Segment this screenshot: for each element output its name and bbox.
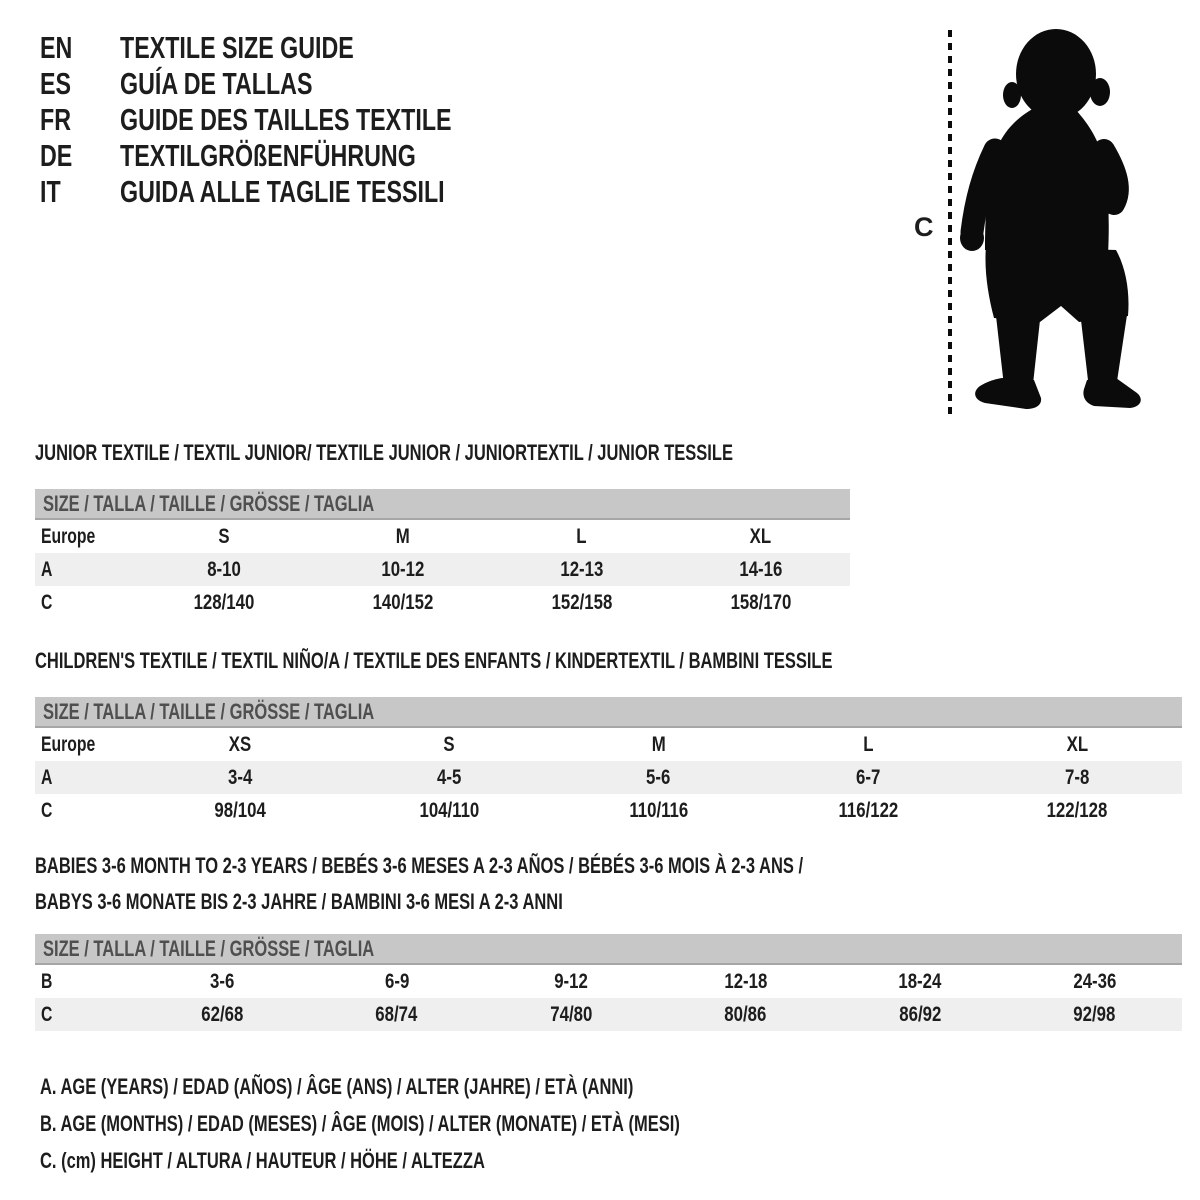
language-row xyxy=(40,174,562,210)
size-value-text: S xyxy=(443,732,455,756)
size-value xyxy=(484,1003,659,1027)
section-title-line2: BABYS 3-6 MONATE BIS 2-3 JAHRE / BAMBINI 3-6 MESI A 2-3 ANNI xyxy=(35,889,563,914)
language-code-cell xyxy=(40,30,120,66)
language-row xyxy=(40,66,562,102)
size-header-bar: SIZE / TALLA / TAILLE / GRÖSSE / TAGLIA xyxy=(35,934,1182,965)
size-value xyxy=(973,733,1182,757)
language-code-cell xyxy=(40,138,120,174)
language-label: TEXTILE SIZE GUIDE xyxy=(120,30,354,65)
size-value-text: 14-16 xyxy=(739,557,783,581)
size-value-text: 3-4 xyxy=(227,765,252,789)
language-code: DE xyxy=(40,138,73,173)
size-value-text: 122/128 xyxy=(1046,798,1108,822)
legend-item-c: C. (cm) HEIGHT / ALTURA / HAUTEUR / HÖHE / ALTEZZA xyxy=(40,1147,485,1173)
size-value xyxy=(973,766,1182,790)
size-value-text: 3-6 xyxy=(210,969,235,993)
size-value xyxy=(314,591,493,615)
size-value-text: XS xyxy=(228,732,251,756)
row-label-text: B xyxy=(41,969,53,993)
size-value xyxy=(135,766,344,790)
size-value xyxy=(554,733,763,757)
row-label-text: C xyxy=(41,798,53,822)
row-label xyxy=(35,799,135,823)
size-value-text: XL xyxy=(1066,732,1089,756)
row-label-text: A xyxy=(41,765,53,789)
size-value-text: S xyxy=(218,524,230,548)
language-label: GUIDE DES TAILLES TEXTILE xyxy=(120,102,452,137)
language-code: IT xyxy=(40,174,61,209)
row-label xyxy=(35,970,135,994)
language-code: ES xyxy=(40,66,72,101)
size-value xyxy=(344,799,553,823)
size-value-text: L xyxy=(862,732,874,756)
height-measure-figure xyxy=(900,12,1156,422)
size-value xyxy=(1008,970,1183,994)
size-value-text: 74/80 xyxy=(550,1002,593,1026)
row-label xyxy=(35,766,135,790)
baby-silhouette xyxy=(960,29,1141,409)
size-value xyxy=(314,558,493,582)
size-table xyxy=(35,728,1182,827)
size-value xyxy=(671,558,850,582)
size-value-text: 12-13 xyxy=(560,557,604,581)
language-list xyxy=(40,30,562,210)
size-value xyxy=(135,1003,310,1027)
size-value xyxy=(763,733,972,757)
size-value-text: 158/170 xyxy=(730,590,791,614)
row-label xyxy=(35,733,135,757)
table-row xyxy=(35,998,1182,1031)
size-table xyxy=(35,965,1182,1031)
row-label xyxy=(35,591,135,615)
section-title: BABIES 3-6 MONTH TO 2-3 YEARS / BEBÉS 3-6 MESES A 2-3 AÑOS / BÉBÉS 3-6 MOIS À 2-3 ANS / xyxy=(35,853,804,878)
size-value-text: 128/140 xyxy=(193,590,255,614)
language-code: FR xyxy=(40,102,71,137)
row-label-text: Europe xyxy=(41,732,96,756)
size-value-text: 62/68 xyxy=(201,1002,244,1026)
table-row xyxy=(35,965,1182,998)
size-value xyxy=(554,799,763,823)
size-header-bar: SIZE / TALLA / TAILLE / GRÖSSE / TAGLIA xyxy=(35,697,1182,728)
size-value-text: M xyxy=(651,732,666,756)
size-value xyxy=(493,558,672,582)
size-value-text: 110/116 xyxy=(629,798,688,822)
size-value xyxy=(135,970,310,994)
baby-silhouette-figure xyxy=(900,12,1156,422)
language-code: EN xyxy=(40,30,73,65)
size-value-text: 18-24 xyxy=(898,969,942,993)
table-row xyxy=(35,761,1182,794)
size-value xyxy=(493,525,672,549)
size-value xyxy=(310,970,485,994)
table-row xyxy=(35,520,850,553)
row-label-text: Europe xyxy=(41,524,96,548)
size-value xyxy=(659,970,834,994)
size-value-text: 10-12 xyxy=(381,557,425,581)
size-value xyxy=(973,799,1182,823)
size-value xyxy=(659,1003,834,1027)
size-value-text: 104/110 xyxy=(419,798,480,822)
row-label-text: C xyxy=(41,1002,53,1026)
legend-item-a: A. AGE (YEARS) / EDAD (AÑOS) / ÂGE (ANS) / ALTER (JAHRE) / ETÀ (ANNI) xyxy=(40,1073,634,1099)
row-label xyxy=(35,1003,135,1027)
size-value xyxy=(135,525,314,549)
row-label xyxy=(35,525,135,549)
size-value-text: 24-36 xyxy=(1073,969,1117,993)
language-row xyxy=(40,30,562,66)
size-value-text: 140/152 xyxy=(372,590,434,614)
size-value-text: 68/74 xyxy=(375,1002,418,1026)
row-label-text: C xyxy=(41,590,53,614)
height-measure-label: C xyxy=(914,212,934,242)
size-value-text: 5-6 xyxy=(646,765,671,789)
size-value-text: 9-12 xyxy=(554,969,589,993)
size-value xyxy=(135,558,314,582)
size-header-bar: SIZE / TALLA / TAILLE / GRÖSSE / TAGLIA xyxy=(35,489,850,520)
size-value xyxy=(763,766,972,790)
size-value xyxy=(671,525,850,549)
table-row xyxy=(35,728,1182,761)
language-label: TEXTILGRÖßENFÜHRUNG xyxy=(120,138,416,173)
size-value-text: 4-5 xyxy=(436,765,462,789)
table-row xyxy=(35,553,850,586)
size-value xyxy=(833,970,1008,994)
size-value xyxy=(763,799,972,823)
size-value xyxy=(135,733,344,757)
size-value xyxy=(484,970,659,994)
table-row xyxy=(35,794,1182,827)
table-row xyxy=(35,586,850,619)
size-value-text: M xyxy=(396,524,411,548)
size-value xyxy=(314,525,493,549)
size-value-text: 8-10 xyxy=(207,557,242,581)
row-label xyxy=(35,558,135,582)
size-value-text: 80/86 xyxy=(724,1002,767,1026)
language-row xyxy=(40,102,562,138)
language-code-cell xyxy=(40,66,120,102)
size-value-text: L xyxy=(576,524,587,548)
size-value xyxy=(671,591,850,615)
language-code-cell xyxy=(40,174,120,210)
language-row xyxy=(40,138,562,174)
legend-item-b: B. AGE (MONTHS) / EDAD (MESES) / ÂGE (MOIS) / ALTER (MONATE) / ETÀ (MESI) xyxy=(40,1110,680,1136)
size-value xyxy=(344,733,553,757)
size-value-text: XL xyxy=(749,524,772,548)
size-value-text: 92/98 xyxy=(1073,1002,1116,1026)
size-value xyxy=(344,766,553,790)
size-value-text: 6-9 xyxy=(384,969,409,993)
size-value-text: 116/122 xyxy=(838,798,898,822)
size-value-text: 7-8 xyxy=(1065,765,1090,789)
size-value xyxy=(493,591,672,615)
section-title: JUNIOR TEXTILE / TEXTIL JUNIOR/ TEXTILE JUNIOR / JUNIORTEXTIL / JUNIOR TESSILE xyxy=(35,440,733,465)
size-value xyxy=(554,766,763,790)
size-value-text: 98/104 xyxy=(214,798,266,822)
row-label-text: A xyxy=(41,557,53,581)
size-value-text: 12-18 xyxy=(724,969,768,993)
size-value xyxy=(1008,1003,1183,1027)
size-value xyxy=(833,1003,1008,1027)
language-label: GUÍA DE TALLAS xyxy=(120,66,313,101)
section-title: CHILDREN'S TEXTILE / TEXTIL NIÑO/A / TEXTILE DES ENFANTS / KINDERTEXTIL / BAMBINI TESSILE xyxy=(35,648,833,673)
size-value xyxy=(310,1003,485,1027)
size-value xyxy=(135,591,314,615)
language-code-cell xyxy=(40,102,120,138)
size-value-text: 6-7 xyxy=(855,765,881,789)
language-label: GUIDA ALLE TAGLIE TESSILI xyxy=(120,174,445,209)
size-value-text: 86/92 xyxy=(899,1002,942,1026)
legend xyxy=(40,1068,893,1179)
size-value xyxy=(135,799,344,823)
size-table xyxy=(35,520,850,619)
size-value-text: 152/158 xyxy=(551,590,613,614)
children-textile-section xyxy=(35,650,1182,827)
junior-textile-section xyxy=(35,442,850,619)
babies-textile-section xyxy=(35,848,1182,1031)
